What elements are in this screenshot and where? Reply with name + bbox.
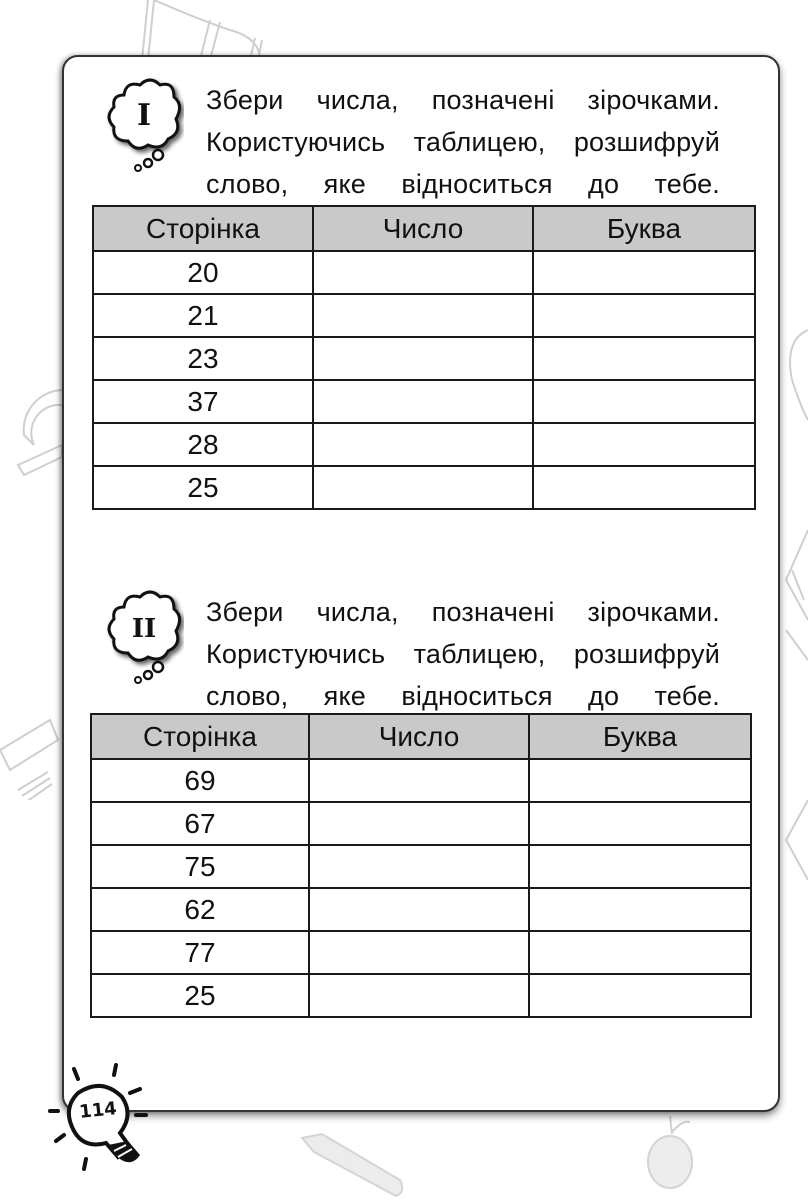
column-header-letter: Буква <box>529 714 751 759</box>
table-row <box>93 337 755 380</box>
thought-cloud-icon <box>104 75 184 185</box>
table-row <box>91 845 751 888</box>
instruction-line: слово, яке відноситься до тебе. <box>206 681 720 711</box>
letter-cell[interactable] <box>533 466 755 509</box>
page-cell: 69 <box>91 759 309 802</box>
instruction-line: Користуючись таблицею, розшифруй <box>206 127 720 157</box>
letter-cell[interactable] <box>529 888 751 931</box>
task-instruction <box>206 591 720 717</box>
number-cell[interactable] <box>313 337 533 380</box>
number-cell[interactable] <box>313 466 533 509</box>
letter-cell[interactable] <box>529 759 751 802</box>
table-header-row <box>91 714 751 759</box>
apple-icon <box>640 1110 700 1190</box>
column-header-page: Сторінка <box>93 206 313 251</box>
column-header-number: Число <box>313 206 533 251</box>
table-row <box>91 759 751 802</box>
light-bulb-icon <box>44 1063 164 1183</box>
letter-cell[interactable] <box>529 802 751 845</box>
table-row <box>91 888 751 931</box>
letter-cell[interactable] <box>529 845 751 888</box>
number-cell[interactable] <box>309 974 529 1017</box>
number-cell[interactable] <box>313 294 533 337</box>
task-marker: I <box>136 98 152 133</box>
instruction-line: слово, яке відноситься до тебе. <box>206 169 720 199</box>
decode-table <box>90 713 752 1018</box>
page-cell: 21 <box>93 294 313 337</box>
letter-cell[interactable] <box>529 974 751 1017</box>
task-marker: II <box>131 614 157 644</box>
thought-cloud-icon <box>104 587 184 697</box>
page-cell: 20 <box>93 251 313 294</box>
instruction-line: Збери числа, позначені зірочками. <box>206 85 720 115</box>
page-cell: 23 <box>93 337 313 380</box>
table-row <box>93 294 755 337</box>
decode-table <box>92 205 756 510</box>
letter-cell[interactable] <box>533 251 755 294</box>
page-cell: 25 <box>93 466 313 509</box>
page-number: 114 <box>78 1098 118 1123</box>
number-cell[interactable] <box>309 759 529 802</box>
page-cell: 67 <box>91 802 309 845</box>
instruction-line: Користуючись таблицею, розшифруй <box>206 639 720 669</box>
page-cell: 25 <box>91 974 309 1017</box>
table-row <box>93 423 755 466</box>
number-cell[interactable] <box>309 888 529 931</box>
task-instruction <box>206 79 720 205</box>
page-cell: 62 <box>91 888 309 931</box>
number-cell[interactable] <box>309 931 529 974</box>
table-row <box>91 931 751 974</box>
letter-cell[interactable] <box>533 337 755 380</box>
book-icon <box>782 300 808 900</box>
table-header-row <box>93 206 755 251</box>
number-cell[interactable] <box>309 802 529 845</box>
number-cell[interactable] <box>309 845 529 888</box>
table-row <box>91 974 751 1017</box>
task-1-header <box>64 57 778 199</box>
number-cell[interactable] <box>313 423 533 466</box>
letter-cell[interactable] <box>533 423 755 466</box>
page-cell: 75 <box>91 845 309 888</box>
column-header-letter: Буква <box>533 206 755 251</box>
worksheet-card <box>62 55 780 1112</box>
protractor-icon <box>14 385 64 485</box>
number-cell[interactable] <box>313 251 533 294</box>
table-row <box>91 802 751 845</box>
page-cell: 28 <box>93 423 313 466</box>
book-icon <box>0 710 60 800</box>
column-header-number: Число <box>309 714 529 759</box>
bottle-icon <box>140 0 300 60</box>
number-cell[interactable] <box>313 380 533 423</box>
table-row <box>93 380 755 423</box>
letter-cell[interactable] <box>533 294 755 337</box>
letter-cell[interactable] <box>529 931 751 974</box>
column-header-page: Сторінка <box>91 714 309 759</box>
page-cell: 77 <box>91 931 309 974</box>
instruction-line: Збери числа, позначені зірочками. <box>206 597 720 627</box>
page-cell: 37 <box>93 380 313 423</box>
task-2-header <box>64 565 778 711</box>
pencil-icon <box>300 1130 410 1200</box>
table-row <box>93 466 755 509</box>
table-row <box>93 251 755 294</box>
letter-cell[interactable] <box>533 380 755 423</box>
